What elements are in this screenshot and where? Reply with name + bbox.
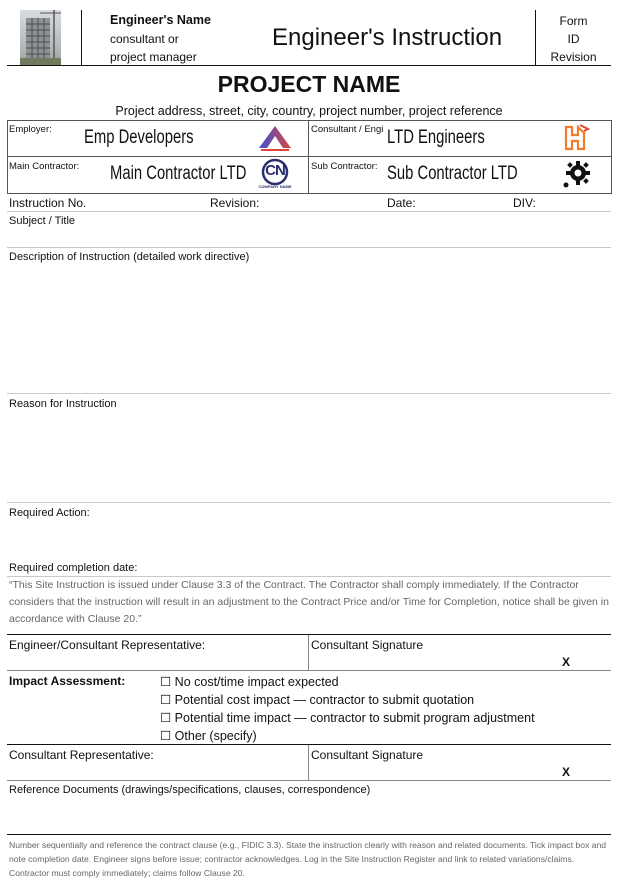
building-photo [20,10,61,65]
project-name: PROJECT NAME [217,71,401,97]
sub-contractor-name: Sub Contractor LTD [387,163,518,184]
project-address: Project address, street, city, country, project number, project reference [115,104,503,118]
description-label: Description of Instruction (detailed work directive) [9,251,250,263]
consultant-rep-label: Consultant Representative: [9,748,154,762]
signature2-bottom-rule [7,780,611,781]
main-contractor-logo-text: CN [265,162,285,179]
signature2-divider [308,745,309,780]
header-divider-left [81,10,82,65]
footer-top-rule [7,834,611,835]
main-contractor-name: Main Contractor LTD [110,163,247,184]
engineer-subtitle-1: consultant or [110,32,179,46]
reason-input[interactable] [7,412,611,501]
date-label: Date: [387,196,416,210]
footer-instructions: Number sequentially and reference the contract clause (e.g., FIDIC 3.3). State the instruction clearly with reason and related documents. Tick impact box and note completion date. Engineer signs before issue; contractor acknowledges. Log in the Site Instruction Register and link to related variations/claims. Contractor must comply immediately; claims follow Clause 20. [9,840,607,878]
sub-contractor-gear-icon [561,158,593,195]
description-input[interactable] [7,266,611,392]
employer-name: Emp Developers [84,127,194,148]
impact-option-cost[interactable]: ☐ Potential cost impact — contractor to submit quotation [160,693,475,707]
required-action-label: Required Action: [9,507,90,519]
document-title: Engineer's Instruction [272,24,503,51]
id-label: ID [567,32,580,46]
completion-date-label: Required completion date: [9,562,138,574]
consultant-name: LTD Engineers [387,127,485,148]
reference-documents-label: Reference Documents (drawings/specifications, clauses, correspondence) [9,784,371,796]
consultant-signature2-label: Consultant Signature [311,748,424,762]
engineer-rep-label: Engineer/Consultant Representative: [9,638,206,652]
div-label: DIV: [513,196,536,210]
consultant-signature-label: Consultant Signature [311,638,424,652]
header-bottom-rule [7,65,611,66]
signature1-bottom-rule [7,670,611,671]
instruction-no-label: Instruction No. [9,196,87,210]
consultant-signature2-field[interactable]: X [562,765,571,779]
subject-input[interactable] [7,228,611,246]
subject-rule [7,247,611,248]
sub-contractor-label: Sub Contractor: [311,161,378,172]
reason-label: Reason for Instruction [9,398,117,410]
description-rule [7,393,611,394]
required-action-input[interactable] [7,521,611,559]
reason-rule [7,502,611,503]
consultant-signature-field[interactable]: X [562,655,571,669]
signature2-top-rule [7,744,611,745]
subject-label: Subject / Title [9,215,76,227]
meta-rule [7,211,611,212]
consultant-label: Consultant / Engi [311,124,384,135]
engineer-name: Engineer's Name [110,13,211,27]
parties-table-mid-row [7,156,611,157]
impact-option-none[interactable]: ☐ No cost/time impact expected [160,675,339,689]
consultant-logo-icon [562,123,590,158]
main-contractor-logo-caption: COMPANY NAME [258,184,292,189]
impact-option-other[interactable]: ☐ Other (specify) [160,729,257,743]
employer-label: Employer: [9,124,52,135]
engineer-subtitle-2: project manager [110,50,197,64]
revision-label: Revision [550,50,597,64]
clause-statement: “This Site Instruction is issued under Clause 3.3 of the Contract. The Contractor shall comply immediately. If the Contractor considers that the instruction will result in an adjustment to the Contract Price and/or Time for Completion, notice shall be given in accordance with Clause 20.” [9,579,609,625]
parties-table-mid-col [308,120,309,193]
reference-documents-input[interactable] [7,798,611,833]
signature1-top-rule [7,634,611,635]
revision-field-label: Revision: [210,196,260,210]
employer-logo-icon [257,124,293,157]
form-label: Form [559,14,588,28]
impact-label: Impact Assessment: [9,674,126,688]
main-contractor-logo-icon [258,158,292,192]
signature1-divider [308,635,309,670]
impact-option-time[interactable]: ☐ Potential time impact — contractor to submit program adjustment [160,711,535,725]
main-contractor-label: Main Contractor: [9,161,80,172]
